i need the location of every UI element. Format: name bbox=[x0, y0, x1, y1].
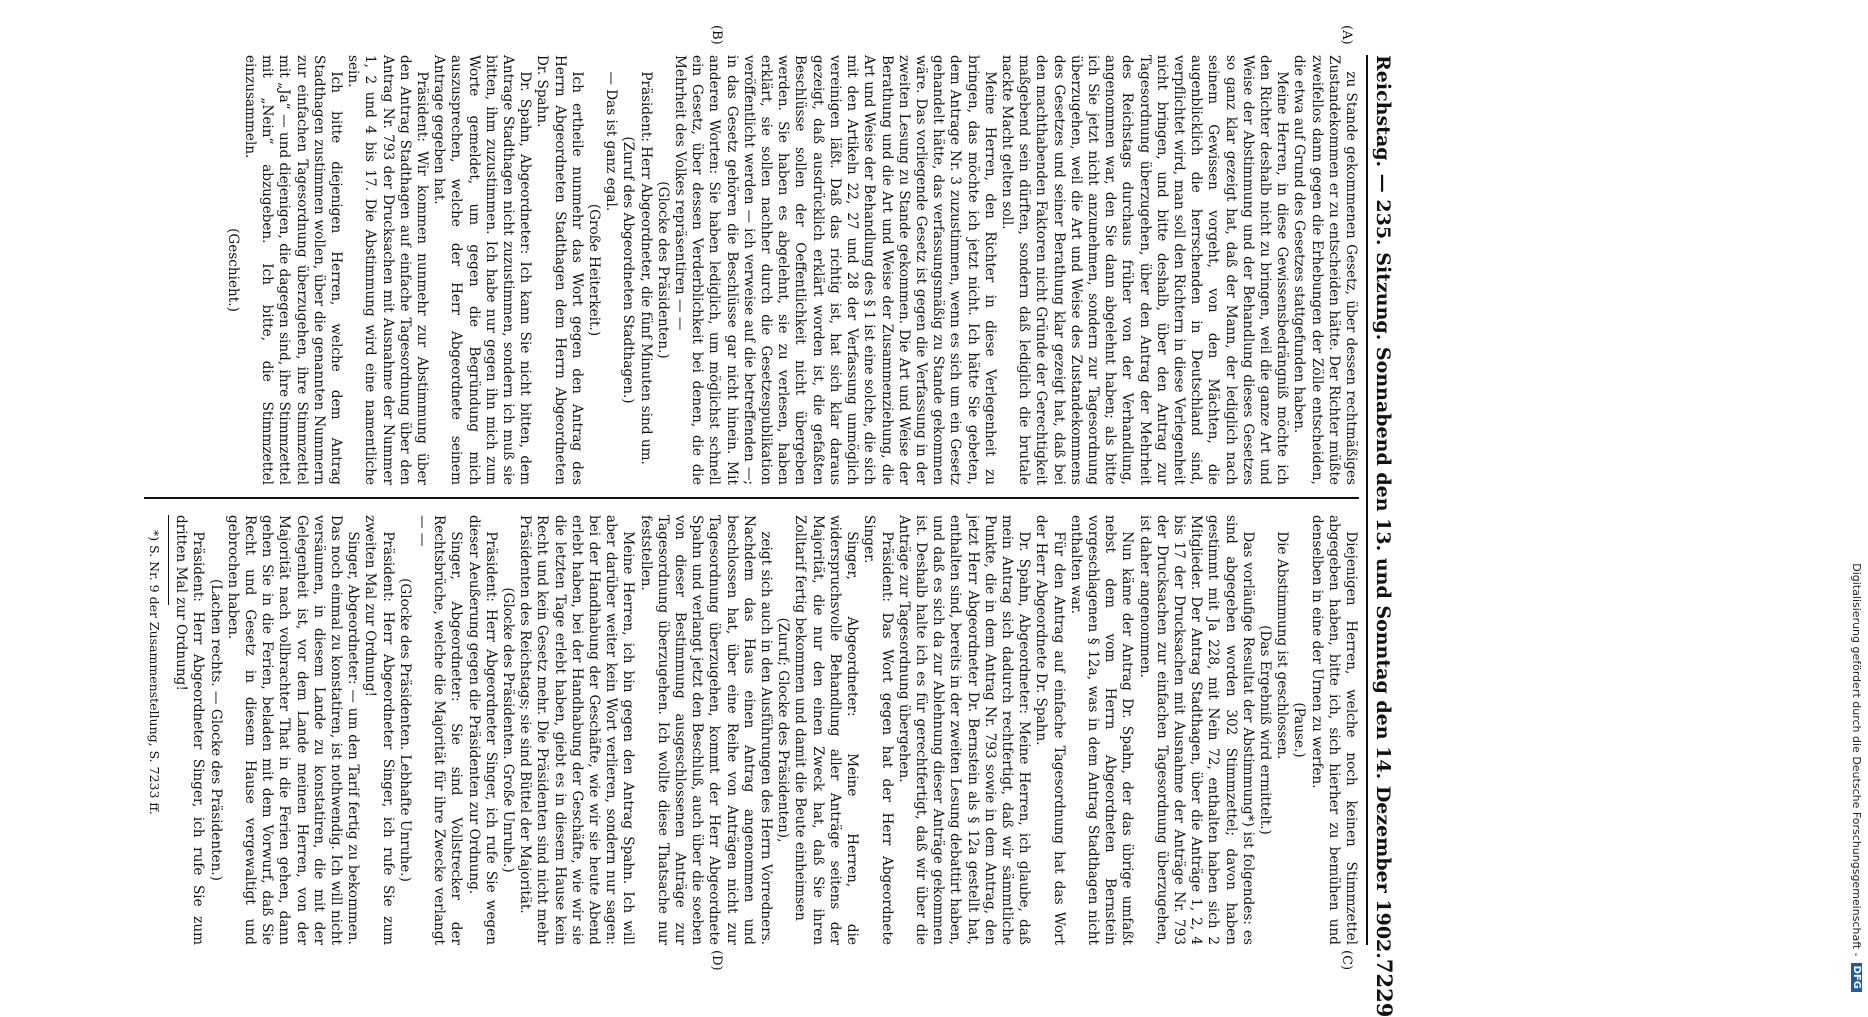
paragraph: Meine Herren, in diese Gewissensbedrängniß möchte ich den Richter deshalb nicht zu bringen, weil die ganze Art und Weise der Abstimmung und der Behandlung dieses Gesetzes so ganz klar gezeigt hat, daß der Mann, der lediglich nach seinem Gewissen vorgeht, von den Mächten, die augenblicklich die herrschenden in Deutschland sind, verpflichtet wird, man soll den Richtern in diese Verlegenheit nicht bringen, und bitte deshalb, über den Antrag zur Tagesordnung überzugehen, über den Antrag der Mehrheit des Reichstags durchaus früher von der Verhandlung, angenommen war, den Sie dann abgelehnt haben; als bitte ich Sie jetzt nicht anzunehmen, sondern zur Tagesordnung überzugehen, weil die Art und Weise des Zustandekommens des Gesetzes und seiner Berathung klar gezeigt hat, daß bei den machthabenden Faktoren nicht Gründe der Gerechtigkeit maßgebend sein dürften, sondern daß lediglich die brutale nackte Macht gelten soll. bbox=[998, 55, 1291, 485]
page-header bbox=[1366, 55, 1404, 1017]
paragraph: Meine Herren, den Richter in diese Verlegenheit zu bringen, das möchte ich jetzt nicht. Ich hätte Sie gebeten, dem Antrage Nr. 3 zuzustimmen, wenn es sich um ein Gesetz gehandelt hätte, das verfassungsmäßig zu Stande gekommen wäre. Das vorliegende Gesetz ist gegen die Verfassung in der zweiten Lesung zu Stande gekommen. Die Art und Weise der Berathung und die Art und Weise der Zusammenziehung, die Art und Weise der Behandlung des § 1 ist eine solche, die sich mit den Artikeln 22, 27 und 28 der Verfassung unmöglich vereinigen läßt. Daß das richtig ist, hat sich klar daraus gezeigt, daß ausdrücklich erklärt worden ist, die gefaßten Beschlüsse sollen der Oeffentlichkeit nicht übergeben werden. Sie haben es abgelehnt, sie zu verlesen, haben erklärt, sie sollen nachher durch die Gesetzespublikation veröffentlicht werden — ich verweise auf die betreffenden —; in das Gesetz gehören die Beschlüsse gar nicht hinein. Mit anderen Worten: Sie haben lediglich, um möglichst schnell ein Gesetz, über dessen Verderblichkeit bei denen, die die Mehrheit des Volkes repräsentiren — — bbox=[672, 55, 998, 485]
column-divider bbox=[144, 497, 1359, 499]
margin-letter-d: (D) bbox=[709, 950, 724, 971]
paragraph: Präsident: Wir kommen nunmehr zur Abstimmung über den Antrag Stadthagen auf einfache Tagesordnung über den Antrag Nr. 793 der Drucksachen mit Ausnahme der Nummer 1, 2 und 4 bis 17. Die Abstimmung wird eine namentliche sein. bbox=[345, 55, 431, 485]
paragraph: Ich bitte diejenigen Herren, welche dem Antrag Stadthagen zustimmen wollen, über die genannten Nummern zur einfachen Tagesordnung überzugehen, ihre Stimmzettel mit „Ja“ — und diejenigen, die dagegen sind, ihre Stimmzettel mit „Nein“ abzugeben. Ich bitte, die Stimmzettel einzusammeln. bbox=[242, 55, 345, 485]
paragraph: (Glocke des Präsidenten. Lebhafte Unruhe.) bbox=[396, 578, 413, 882]
margin-letter-b: (B) bbox=[709, 25, 724, 45]
paragraph: Präsident: Herr Abgeordneter Singer, ich rufe Sie zum zweiten Mal zur Ordnung! bbox=[362, 515, 396, 945]
paragraph: Dr. Spahn, Abgeordneter: Meine Herren, ich glaube, daß mein Antrag sich dadurch rechtfertigt, daß wir sämmtliche Punkte, die in dem Antrag Nr. 793 sowie in dem Antrag, den jetzt Herr Abgeordneter Dr. Bernstein als § 12a gestellt hat, enthalten sind, bereits in der zweiten Lesung debattirt haben, und daß es sich da zur Ablehnung dieser Anträge gekommen ist. Deshalb halte ich es für gerechtfertigt, daß wir über die Anträge zur Tagesordnung übergehen. bbox=[895, 515, 1033, 945]
paragraph: Präsident: Herr Abgeordneter Singer, ich rufe Sie zum dritten Mal zur Ordnung! bbox=[173, 515, 207, 945]
dfg-logo: DFG bbox=[1852, 963, 1863, 992]
paragraph: Für den Antrag auf einfache Tagesordnung hat das Wort der Herr Abgeordnete Dr. Spahn. bbox=[1033, 515, 1067, 945]
paragraph: Die Abstimmung ist geschlossen. bbox=[1274, 531, 1291, 760]
paragraph: Ich ertheile nunmehr das Wort gegen den Antrag des Herrn Abgeordneten Stadthagen dem Herrn Abgeordneten Dr. Spahn. bbox=[534, 55, 585, 485]
paragraph: — Das ist ganz egal. bbox=[603, 71, 620, 212]
right-column bbox=[149, 515, 1359, 945]
digitization-credit bbox=[1846, 0, 1868, 1000]
paragraph: (Glocke des Präsidenten.) bbox=[654, 181, 671, 359]
paragraph: (Pause.) bbox=[1291, 702, 1308, 758]
paragraph: zeigt sich auch in den Ausführungen des Herrn Vorredners. Nachdem das Haus einen Antrag angenommen und beschlossen hat, über eine Reihe von Anträgen nicht zur Tagesordnung überzugehen, kommt der Herr Abgeordnete Spahn und verlangt jetzt den Beschluß, auch über die soeben von dieser Bestimmung ausgeschlossenen Anträge zur Tagesordnung überzugehen. Ich wollte diese Thatsache nur feststellen. bbox=[637, 515, 775, 945]
paragraph: (Glocke des Präsidenten. Große Unruhe.) bbox=[500, 587, 517, 873]
page-number: 7229 bbox=[1372, 958, 1397, 1017]
paragraph: (Zuruf des Abgeordneten Stadthagen.) bbox=[620, 136, 637, 404]
paragraph: Das vorläufige Resultat der Abstimmung*) ist folgendes: es sind abgegeben worden 302 Stimmzettel; davon haben gestimmt mit Ja 228, mit Nein 72, enthalten haben sich 2 Mitglieder. Der Antrag Stadthagen, über die Anträge 1, 2, 4 bis 17 der Drucksachen mit Ausnahme der Anträge Nr. 793 der Drucksachen zur einfachen Tagesordnung überzugehen, ist daher angenommen. bbox=[1136, 515, 1256, 945]
paragraph: Singer, Abgeordneter: Meine Herren, die widerspruchsvolle Behandlung aller Anträge seitens der Majorität, die nur den einen Zweck hat, daß Sie ihren Zolltarif fertig bekommen und damit die Beute einheimsen bbox=[792, 515, 861, 945]
paragraph: Nun käme der Antrag Dr. Spahn, der das übrige umfaßt nebst dem vom Herrn Abgeordneten Bernstein vorgeschlagenen § 12a, was in dem Antrag Stadthagen nicht enthalten war. bbox=[1067, 515, 1136, 945]
paragraph: Präsident: Das Wort gegen hat der Herr Abgeordnete Singer. bbox=[861, 515, 895, 945]
credit-text: Digitalisierung gefördert durch die Deutsche Forschungsgemeinschaft - bbox=[1850, 563, 1864, 957]
margin-letter-c: (C) bbox=[1339, 950, 1354, 971]
paragraph: Präsident: Herr Abgeordneter, die fünf Minuten sind um. bbox=[637, 71, 654, 465]
footnote-rule bbox=[168, 515, 169, 605]
paragraph: (Große Heiterkeit.) bbox=[586, 203, 603, 337]
paragraph: Dr. Spahn, Abgeordneter: Ich kann Sie nicht bitten, dem Antrage Stadthagen nicht zuzustimmen, sondern ich muß sie bitten, ihm zuzustimmen. Ich habe nur gegen ihn mich zum Worte gemeldet, um gegen die Begründung mich auszusprechen, welche der Herr Abgeordnete seinem Antrage gegeben hat. bbox=[431, 55, 534, 485]
paragraph: Diejenigen Herren, welche noch keinen Stimmzettel abgegeben haben, bitte ich, sich hierher zu bemühen und denselben in eine der Urnen zu werfen. bbox=[1308, 515, 1359, 945]
footnote: *) S. Nr. 9 der Zusammenstellung, S. 7233 ff. bbox=[147, 530, 162, 815]
paragraph: Singer, Abgeordneter: Sie sind Vollstrecker der Rechtsbrüche, welche die Majorität für ihre Zwecke verlangt — — bbox=[414, 515, 465, 945]
page-header-title: Reichstag. — 235. Sitzung. Sonnabend den 13. und Sonntag den 14. Dezember 1902. bbox=[1372, 55, 1394, 959]
paragraph: (Geschieht.) bbox=[224, 228, 241, 312]
paragraph: zu Stande gekommenen Gesetz, über dessen rechtmäßiges Zustandekommen er zu entscheiden hätte. Der Richter müßte zweifellos dann gegen die Erhebungen der Zölle entscheiden, die etwa auf Grund des Gesetzes stattgefunden haben. bbox=[1291, 55, 1359, 485]
paragraph: Meine Herren, ich bin gegen den Antrag Spahn. Ich will aber darüber weiter kein Wort verlieren, sondern nur sagen: bei der Handhabung der Geschäfte, wie wir sie heute Abend erlebt haben, bei der Handhabung der Geschäfte, wie wir sie die letzten Tage erlebt haben, giebt es in diesem Hause kein Recht und kein Gesetz mehr. Die Präsidenten sind nicht mehr Präsidenten des Reichstags; sie sind Büttel der Majorität. bbox=[517, 515, 637, 945]
paragraph: Singer, Abgeordneter: — um den Tarif fertig zu bekommen. Das noch einmal zu konstatiren, ist nothwendig. Ich will nicht versäumen, in diesem Lande zu konstatiren, die mit der Gelegenheit ist, vor dem Lande meinen Herren, von der Majorität nach vollbrachter That in die Ferien gehen, dann gehen Sie in die Ferien, beladen mit dem Vorwurf, daß Sie Recht und Gesetz in diesem Hause vergewaltigt und gebrochen haben. bbox=[224, 515, 362, 945]
paragraph: (Das Ergebniß wird ermittelt.) bbox=[1256, 625, 1273, 835]
margin-letter-a: (A) bbox=[1339, 25, 1354, 45]
paragraph: (Lachen rechts. — Glocke des Präsidenten.) bbox=[207, 579, 224, 881]
paragraph: Präsident: Herr Abgeordneter Singer, ich rufe Sie wegen dieser Aeußerung gegen die Präsidenten zur Ordnung. bbox=[465, 515, 499, 945]
paragraph: (Zuruf; Glocke des Präsidenten), bbox=[775, 617, 792, 843]
left-column bbox=[149, 55, 1359, 485]
